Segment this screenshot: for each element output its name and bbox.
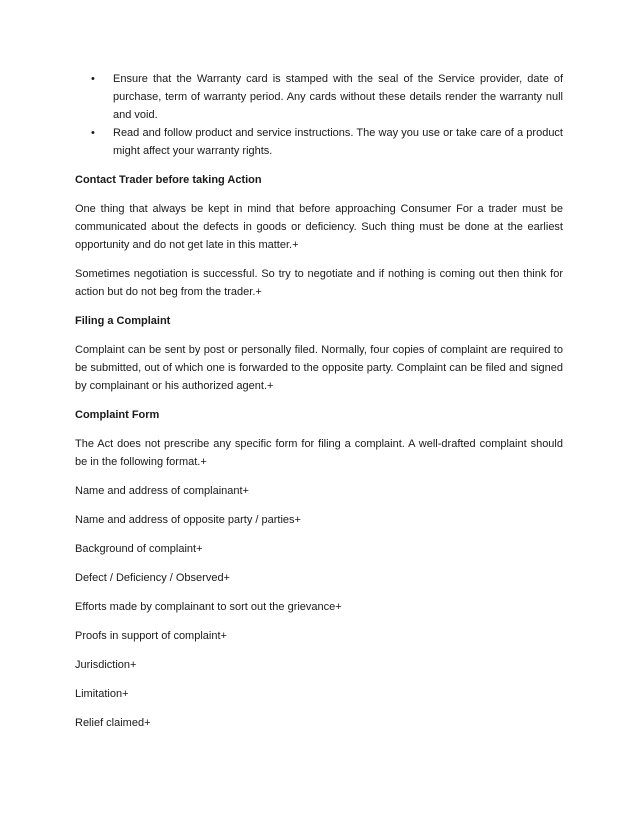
format-item-limitation: Limitation+ <box>75 688 129 700</box>
complaint-form-paragraph: The Act does not prescribe any specific form for filing a complaint. A well-drafted complaint should be in the following format.+ <box>75 438 563 468</box>
contact-trader-heading: Contact Trader before taking Action <box>75 174 262 186</box>
filing-complaint-heading: Filing a Complaint <box>75 315 171 327</box>
bullet-icon: • <box>91 127 95 139</box>
format-item-proofs: Proofs in support of complaint+ <box>75 630 227 642</box>
contact-trader-paragraph-1: One thing that always be kept in mind that before approaching Consumer For a trader must be communicated about the defects in goods or deficiency. Such thing must be done at the earliest opportunity and do not get late in this matter.+ <box>75 203 563 251</box>
bullet-item-warranty-card <box>75 70 563 124</box>
complaint-form-heading: Complaint Form <box>75 409 160 421</box>
bullet-text: Ensure that the Warranty card is stamped with the seal of the Service provider, date of purchase, term of warranty period. Any cards without these details render the warranty null and void. <box>113 73 563 121</box>
warranty-bullet-list <box>75 70 563 160</box>
format-item-background: Background of complaint+ <box>75 543 203 555</box>
contact-trader-paragraph-2: Sometimes negotiation is successful. So try to negotiate and if nothing is coming out then think for action but do not beg from the trader.+ <box>75 268 563 298</box>
format-item-relief: Relief claimed+ <box>75 717 151 729</box>
format-item-opposite-party: Name and address of opposite party / parties+ <box>75 514 301 526</box>
format-item-jurisdiction: Jurisdiction+ <box>75 659 137 671</box>
format-item-efforts: Efforts made by complainant to sort out the grievance+ <box>75 601 342 613</box>
format-item-complainant: Name and address of complainant+ <box>75 485 249 497</box>
format-item-defect: Defect / Deficiency / Observed+ <box>75 572 230 584</box>
bullet-item-instructions <box>75 124 563 160</box>
bullet-icon: • <box>91 73 95 85</box>
document-body <box>75 70 563 732</box>
filing-complaint-paragraph: Complaint can be sent by post or personally filed. Normally, four copies of complaint are required to be submitted, out of which one is forwarded to the opposite party. Complaint can be filed and signed by complainant or his authorized agent.+ <box>75 344 563 392</box>
bullet-text: Read and follow product and service instructions. The way you use or take care of a product might affect your warranty rights. <box>113 127 563 157</box>
